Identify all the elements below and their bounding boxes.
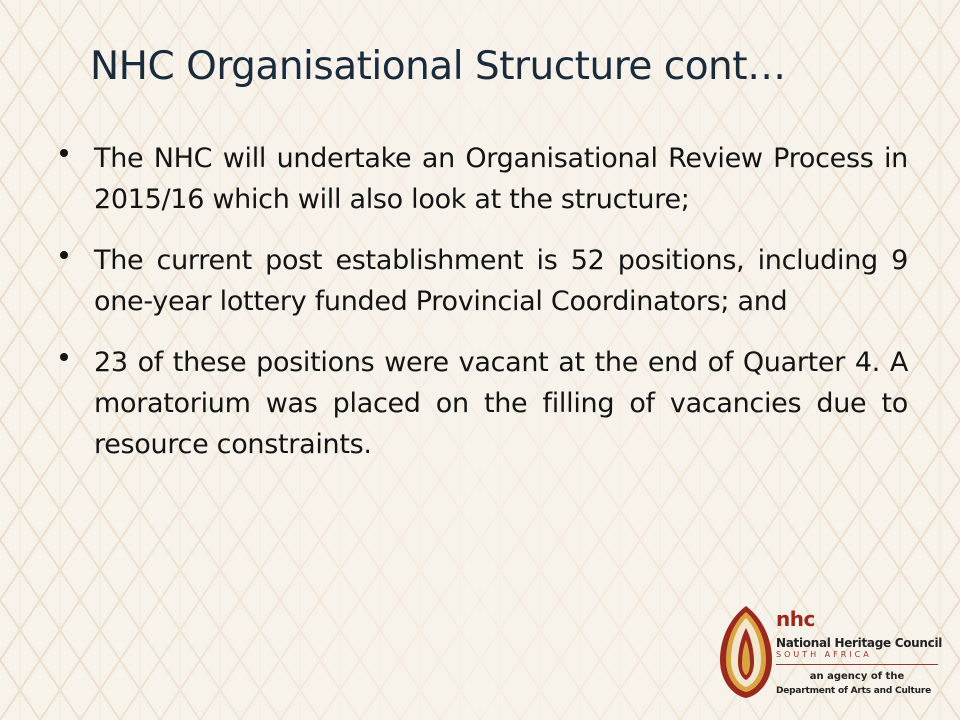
bullet-dot-icon bbox=[60, 353, 68, 361]
logo-text-block bbox=[776, 607, 943, 697]
bullet-item bbox=[58, 240, 908, 322]
logo-full-name: National Heritage Council bbox=[776, 636, 943, 650]
bullet-dot-icon bbox=[60, 251, 68, 259]
nhc-logo bbox=[718, 604, 943, 704]
logo-department: Department of Arts and Culture bbox=[776, 686, 931, 696]
bullet-text: 23 of these positions were vacant at the end of Quarter 4. A moratorium was placed on the filling of vacancies due to resource constraints. bbox=[94, 347, 908, 460]
bullet-list bbox=[58, 138, 908, 485]
bullet-text: The NHC will undertake an Organisational Review Process in 2015/16 which will also look at the structure; bbox=[94, 143, 908, 215]
bullet-text: The current post establishment is 52 positions, including 9 one-year lottery funded Provincial Coordinators; and bbox=[94, 245, 908, 317]
slide-title: NHC Organisational Structure cont… bbox=[90, 44, 786, 89]
logo-short-name: nhc bbox=[776, 607, 815, 631]
bullet-dot-icon bbox=[60, 149, 68, 157]
bullet-item bbox=[58, 138, 908, 220]
nhc-emblem-icon bbox=[718, 604, 774, 700]
logo-agency-line: an agency of the bbox=[809, 671, 905, 682]
bullet-item bbox=[58, 342, 908, 465]
logo-country: SOUTH AFRICA bbox=[776, 650, 938, 665]
